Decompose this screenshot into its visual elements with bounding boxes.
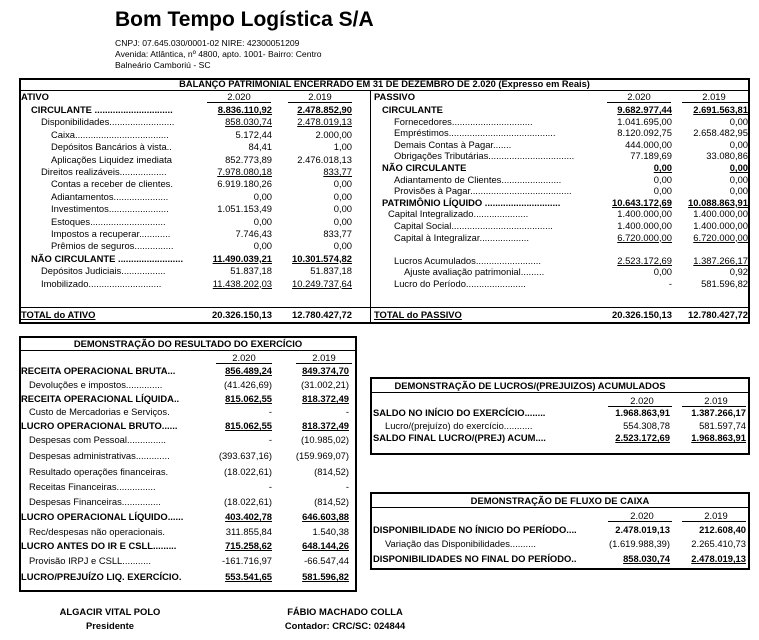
asset-row-value-2020: 7.978.080,18 xyxy=(217,166,272,177)
asset-row-value-2019: 2.478.852,90 xyxy=(297,104,352,115)
asset-row-value-2020: 8.836.110,92 xyxy=(217,104,272,115)
retained-year-2020: 2.020 xyxy=(630,395,654,406)
asset-row-value-2019: 2.000,00 xyxy=(315,128,352,140)
income-row-value-2020: -161.716,97 xyxy=(221,555,272,566)
income-row-label: LUCRO/PREJUÍZO LIQ. EXERCÍCIO. xyxy=(21,571,182,582)
asset-row-label: Contas a receber de clientes. xyxy=(51,178,173,190)
company-name: Bom Tempo Logística S/A xyxy=(115,8,374,31)
cash-row-value-2019: 2.265.410,73 xyxy=(691,538,746,549)
liability-row-label: Capital Integralizado..................... xyxy=(388,208,529,220)
income-row-value-2019: 1.540,38 xyxy=(312,526,349,537)
liability-row-label: Adiantamento de Clientes....................... xyxy=(394,173,562,185)
retained-row-value-2020: 1.968.863,91 xyxy=(615,407,670,418)
retained-row-value-2019: 1.387.266,17 xyxy=(691,407,746,418)
retained-row-value-2019: 581.597,74 xyxy=(699,420,746,431)
liability-row-value-2020: 8.120.092,75 xyxy=(617,127,672,139)
retained-earnings-title: DEMONSTRAÇÃO DE LUCROS/(PREJUIZOS) ACUMULADOS xyxy=(394,380,666,391)
asset-row-value-2020: 0,00 xyxy=(253,240,272,252)
retained-row-label: Lucro/(prejuízo) do exercício........... xyxy=(385,420,533,431)
income-row-value-2020: 815.062,55 xyxy=(225,420,272,431)
total-liabilities-label: TOTAL do PASSIVO xyxy=(374,309,462,320)
income-row-value-2020: - xyxy=(268,481,272,492)
liability-row-value-2019: 0,00 xyxy=(729,173,748,185)
asset-row-value-2020: 858.030,74 xyxy=(225,116,272,128)
asset-row-label: Caixa.................................... xyxy=(51,128,169,140)
asset-row-value-2019: 2.476.018,13 xyxy=(297,153,352,165)
liability-row-value-2019: 0,00 xyxy=(729,162,748,173)
asset-row-value-2019: 1,00 xyxy=(333,141,352,153)
asset-row-label: Aplicações Liquidez imediata xyxy=(51,153,172,165)
liability-row-value-2019: 6.720.000,00 xyxy=(693,231,748,243)
income-row-value-2020: 311.855,84 xyxy=(225,526,272,537)
income-row-value-2020: - xyxy=(268,434,272,445)
cash-row-label: Variação das Disponibilidades.......... xyxy=(385,538,536,549)
asset-row-value-2019: 0,00 xyxy=(333,203,352,215)
liability-row-value-2019: 1.387.266,17 xyxy=(693,254,748,266)
retained-row-label: SALDO NO INÍCIO DO EXERCÍCIO........ xyxy=(373,407,546,418)
liabilities-year-2019: 2.019 xyxy=(702,91,726,102)
asset-row-label: CIRCULANTE .............................. xyxy=(31,104,173,115)
income-row-label: Despesas Financeiras............... xyxy=(29,496,161,507)
income-row-label: Custo de Mercadorias e Serviços. xyxy=(29,406,170,417)
cash-row-label: DISPONIBILIDADE NO ÍNICIO DO PERÍODO.... xyxy=(373,524,577,535)
liability-row-value-2019: 1.400.000,00 xyxy=(693,220,748,231)
liability-row-label: Capital Social....................................... xyxy=(394,220,553,231)
liability-row-value-2019: 2.691.563,81 xyxy=(693,104,748,115)
income-row-value-2019: - xyxy=(345,481,349,492)
income-row-value-2019: 581.596,82 xyxy=(302,571,349,582)
liability-row-value-2020: 444.000,00 xyxy=(625,138,672,150)
retained-row-value-2020: 2.523.172,69 xyxy=(615,432,670,443)
total-assets-2020: 20.326.150,13 xyxy=(212,309,272,320)
income-row-value-2019: 818.372,49 xyxy=(302,393,349,404)
income-year-2020: 2.020 xyxy=(232,352,256,363)
asset-row-value-2020: 5.172,44 xyxy=(235,128,272,140)
income-row-label: LUCRO OPERACIONAL LÍQUIDO...... xyxy=(21,511,184,522)
asset-row-label: Estoques............................. xyxy=(51,215,166,227)
income-row-value-2019: 818.372,49 xyxy=(302,420,349,431)
income-row-label: RECEITA OPERACIONAL BRUTA... xyxy=(21,365,176,376)
liability-row-value-2019: 0,00 xyxy=(729,115,748,127)
liability-row-value-2019: 1.400.000,00 xyxy=(693,208,748,220)
asset-row-value-2019: 833,77 xyxy=(323,166,352,177)
liability-row-value-2020: 0,00 xyxy=(653,266,672,278)
balance-sheet-title: BALANÇO PATRIMONIAL ENCERRADO EM 31 DE DEZEMBRO DE 2.020 (Expresso em Reais) xyxy=(179,79,590,89)
asset-row-value-2020: 84,41 xyxy=(248,141,272,153)
signature-president-name: ALGACIR VITAL POLO xyxy=(59,606,161,617)
liability-row-value-2020: 10.643.172,69 xyxy=(612,196,672,208)
liability-row-label: Lucros Acumulados......................... xyxy=(394,254,541,266)
asset-row-label: NÃO CIRCULANTE ......................... xyxy=(31,252,184,264)
assets-year-2019: 2.019 xyxy=(308,91,332,102)
liability-row-value-2020: 1.400.000,00 xyxy=(617,208,672,220)
liability-row-value-2019: 2.658.482,95 xyxy=(693,127,748,139)
cash-row-value-2019: 212.608,40 xyxy=(699,524,746,535)
asset-row-label: Depósitos Judiciais................. xyxy=(41,265,166,277)
total-liabilities-2019: 12.780.427,72 xyxy=(688,309,748,320)
asset-row-label: Imobilizado............................ xyxy=(41,277,162,289)
liability-row-label: PATRIMÔNIO LÍQUIDO ............................. xyxy=(382,196,561,208)
liabilities-year-2020: 2.020 xyxy=(627,91,651,102)
liability-row-value-2020 xyxy=(590,243,672,254)
liability-row-value-2019: 581.596,82 xyxy=(701,278,748,289)
income-row-label: Receitas Financeiras............... xyxy=(29,481,156,492)
liability-row-value-2019: 10.088.863,91 xyxy=(688,196,748,208)
income-row-value-2019: -66.547,44 xyxy=(304,555,349,566)
assets-year-2020: 2.020 xyxy=(227,91,251,102)
liability-row-label xyxy=(374,243,552,254)
income-row-value-2019: 849.374,70 xyxy=(302,365,349,376)
asset-row-value-2020: 1.051.153,49 xyxy=(217,203,272,215)
liability-row-value-2019 xyxy=(666,243,748,254)
liability-row-value-2019: 0,00 xyxy=(729,138,748,150)
asset-row-value-2019: 0,00 xyxy=(333,240,352,252)
asset-row-label: Investimentos....................... xyxy=(51,203,169,215)
cash-year-2019: 2.019 xyxy=(704,510,728,521)
income-row-value-2019: (10.985,02) xyxy=(301,434,349,445)
liability-row-label: Obrigações Tributárias................................. xyxy=(394,150,575,162)
liability-row-value-2020: 9.682.977,44 xyxy=(617,104,672,115)
income-row-value-2020: (393.637,16) xyxy=(218,450,272,461)
liability-row-label: Empréstimos......................................... xyxy=(394,127,556,139)
assets-header: ATIVO xyxy=(21,91,49,102)
income-row-label: Despesas com Pessoal............... xyxy=(29,434,167,445)
liability-row-label: Fornecedores............................... xyxy=(394,115,533,127)
asset-row-label: Prêmios de seguros............... xyxy=(51,240,174,252)
asset-row-value-2019: 51.837,18 xyxy=(310,265,352,277)
liability-row-value-2020: 1.041.695,00 xyxy=(617,115,672,127)
cash-year-2020: 2.020 xyxy=(630,510,654,521)
income-row-value-2019: 646.603,88 xyxy=(302,511,349,522)
liability-row-value-2020: 0,00 xyxy=(653,173,672,185)
income-row-value-2020: 815.062,55 xyxy=(225,393,272,404)
liability-row-label: Capital à Integralizar................... xyxy=(394,231,529,243)
income-row-value-2019: 648.144,26 xyxy=(302,540,349,551)
liabilities-header: PASSIVO xyxy=(374,91,415,102)
signature-accountant-name: FÁBIO MACHADO COLLA xyxy=(287,606,403,617)
liability-row-label: Provisões à Pagar....................................... xyxy=(394,185,572,197)
total-assets-label: TOTAL do ATIVO xyxy=(21,309,96,320)
income-year-2019: 2.019 xyxy=(312,352,336,363)
liability-row-value-2020: 2.523.172,69 xyxy=(617,254,672,266)
liability-row-value-2019: 33.080,86 xyxy=(706,150,748,162)
income-row-label: Rec/despesas não operacionais. xyxy=(29,526,166,537)
asset-row-value-2019: 10.301.574,82 xyxy=(292,252,352,264)
asset-row-value-2020: 0,00 xyxy=(253,190,272,202)
income-row-value-2019: (159.969,07) xyxy=(295,450,349,461)
asset-row-value-2019: 0,00 xyxy=(333,190,352,202)
liability-row-value-2020: 1.400.000,00 xyxy=(617,220,672,231)
income-row-value-2020: 553.541,65 xyxy=(225,571,272,582)
asset-row-label: Depósitos Bancários à vista.. xyxy=(51,141,172,153)
asset-row-value-2019: 0,00 xyxy=(333,215,352,227)
total-assets-2019: 12.780.427,72 xyxy=(292,309,352,320)
cash-row-value-2020: 858.030,74 xyxy=(623,553,670,564)
income-row-value-2019: (814,52) xyxy=(314,466,349,477)
asset-row-value-2020: 852.773,89 xyxy=(225,153,272,165)
liability-row-label: Demais Contas à Pagar....... xyxy=(394,138,512,150)
income-row-value-2020: (18.022,61) xyxy=(224,466,272,477)
liability-row-label: CIRCULANTE xyxy=(382,104,443,115)
signature-accountant-role: Contador: CRC/SC: 024844 xyxy=(284,620,406,631)
income-row-value-2019: - xyxy=(345,406,349,417)
company-address: Avenida: Atlântica, nº 4800, apto. 1001- Bairro: Centro xyxy=(115,49,322,59)
asset-row-value-2020: 7.746,43 xyxy=(235,228,272,239)
liability-row-value-2019: 0,92 xyxy=(729,266,748,278)
liability-row-value-2020: - xyxy=(668,278,672,289)
income-row-value-2020: 403.402,78 xyxy=(225,511,272,522)
company-ids: CNPJ: 07.645.030/0001-02 NIRE: 42300051209 xyxy=(115,38,300,48)
company-city: Balneário Camboriú - SC xyxy=(115,60,211,70)
liability-row-label: NÃO CIRCULANTE xyxy=(382,162,467,173)
liability-row-value-2020: 0,00 xyxy=(653,185,672,197)
liability-row-value-2020: 0,00 xyxy=(653,162,672,173)
income-statement-title: DEMONSTRAÇÃO DO RESULTADO DO EXERCÍCIO xyxy=(73,338,303,349)
retained-row-value-2020: 554.308,78 xyxy=(623,420,670,431)
liability-row-label: Lucro do Período....................... xyxy=(394,278,526,289)
asset-row-label: Adiantamentos..................... xyxy=(51,190,169,202)
asset-row-value-2019: 10.249.737,64 xyxy=(292,277,352,289)
income-row-label: LUCRO ANTES DO IR E CSLL......... xyxy=(21,540,177,551)
asset-row-value-2019: 0,00 xyxy=(333,178,352,190)
retained-year-2019: 2.019 xyxy=(704,395,728,406)
asset-row-label: Direitos realizáveis.................. xyxy=(41,166,167,177)
total-liabilities-2020: 20.326.150,13 xyxy=(612,309,672,320)
asset-row-label: Impostos a recuperar............ xyxy=(51,228,171,239)
liability-row-value-2020: 6.720.000,00 xyxy=(617,231,672,243)
cash-row-label: DISPONIBILIDADES NO FINAL DO PERÍODO.. xyxy=(373,553,577,564)
liability-row-value-2020: 77.189,69 xyxy=(630,150,672,162)
cash-row-value-2019: 2.478.019,13 xyxy=(691,553,746,564)
asset-row-value-2019: 833,77 xyxy=(323,228,352,239)
income-row-value-2020: (18.022,61) xyxy=(224,496,272,507)
income-row-label: Devoluções e impostos.............. xyxy=(29,379,163,390)
income-row-label: RECEITA OPERACIONAL LÍQUIDA.. xyxy=(21,393,180,404)
income-row-value-2019: (31.002,21) xyxy=(301,379,349,390)
retained-row-value-2019: 1.968.863,91 xyxy=(691,432,746,443)
cash-row-value-2020: (1.619.988,39) xyxy=(609,538,670,549)
asset-row-value-2019: 2.478.019,13 xyxy=(297,116,352,128)
income-row-value-2020: 715.258,62 xyxy=(225,540,272,551)
income-row-value-2020: 856.489,24 xyxy=(225,365,272,376)
asset-row-value-2020: 11.490.039,21 xyxy=(212,252,272,264)
asset-row-value-2020: 0,00 xyxy=(253,215,272,227)
cash-flow-title: DEMONSTRAÇÃO DE FLUXO DE CAIXA xyxy=(470,495,650,506)
retained-row-label: SALDO FINAL LUCRO/(PREJ) ACUM.... xyxy=(373,432,546,443)
income-row-label: Despesas administrativas............. xyxy=(29,450,170,461)
asset-row-value-2020: 6.919.180,26 xyxy=(217,178,272,190)
asset-row-value-2020: 11.438.202,03 xyxy=(212,277,272,289)
signature-president-role: Presidente xyxy=(86,620,134,631)
income-row-label: LUCRO OPERACIONAL BRUTO...... xyxy=(21,420,178,431)
income-row-value-2020: - xyxy=(268,406,272,417)
cash-row-value-2020: 2.478.019,13 xyxy=(615,524,670,535)
liability-row-label: Ajuste avaliação patrimonial......... xyxy=(404,266,545,278)
income-row-value-2020: (41.426,69) xyxy=(224,379,272,390)
asset-row-label: Disponibilidades......................... xyxy=(41,116,175,128)
liability-row-value-2019: 0,00 xyxy=(729,185,748,197)
income-row-value-2019: (814,52) xyxy=(314,496,349,507)
income-row-label: Resultado operações financeiras. xyxy=(29,466,169,477)
asset-row-value-2020: 51.837,18 xyxy=(230,265,272,277)
income-row-label: Provisão IRPJ e CSLL........... xyxy=(29,555,151,566)
